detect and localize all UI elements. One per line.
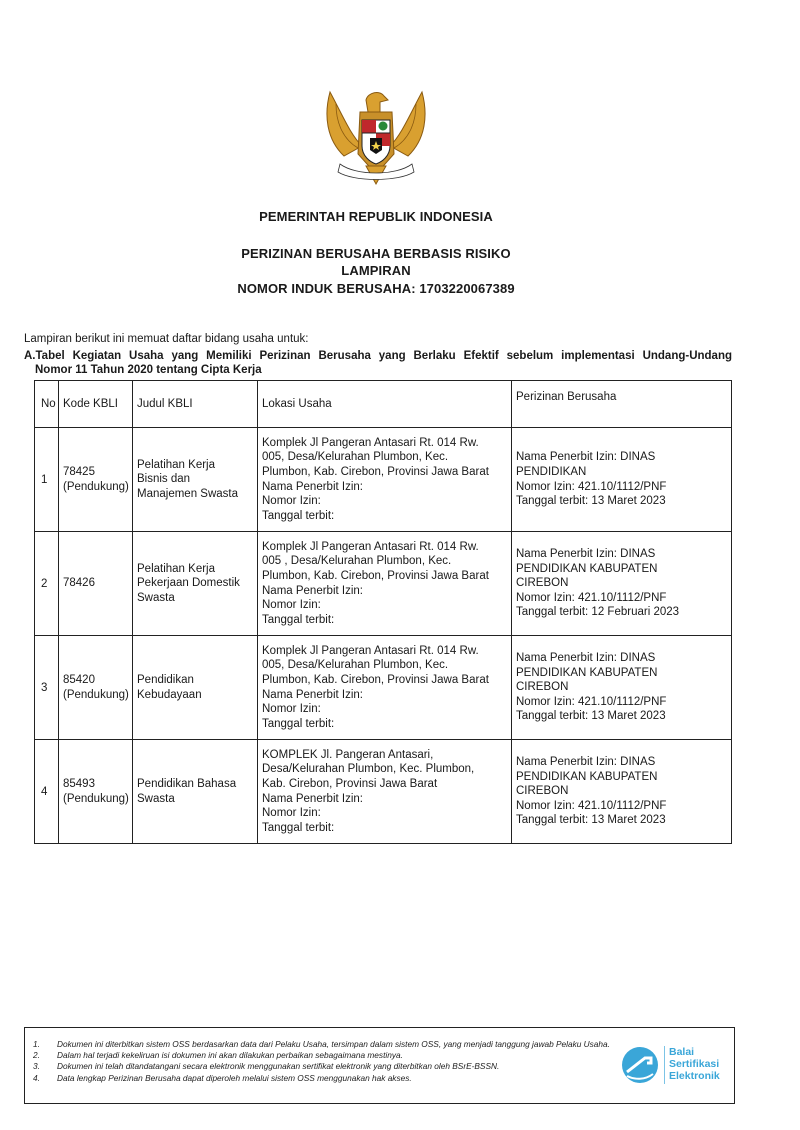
- footer-note: 2. Dalam hal terjadi kekeliruan isi dokumen ini akan dilakukan perbaikan sebagaimana mestinya.: [33, 1050, 403, 1061]
- cell-no: 2: [35, 532, 59, 636]
- footer-note: 1. Dokumen ini diterbitkan sistem OSS berdasarkan data dari Pelaku Usaha, tersimpan dalam sistem OSS, yang menjadi tanggung jawab Pelaku Usaha.: [33, 1039, 610, 1049]
- document-title: PERIZINAN BERUSAHA BERBASIS RISIKO: [241, 246, 511, 261]
- section-a-line1: A.Tabel Kegiatan Usaha yang Memiliki Perizinan Berusaha yang Berlaku Efektif sebelum implementasi Undang-Undang: [24, 350, 732, 362]
- footer-notes-box: [24, 1027, 735, 1104]
- intro-text: Lampiran berikut ini memuat daftar bidang usaha untuk:: [24, 333, 309, 345]
- table-row: [35, 636, 732, 740]
- government-heading: PEMERINTAH REPUBLIK INDONESIA: [259, 209, 493, 224]
- col-header-judul-kbli: Judul KBLI: [133, 381, 258, 428]
- col-header-kode-kbli: Kode KBLI: [59, 381, 133, 428]
- col-header-no: No: [35, 381, 59, 428]
- cell-perizinan-berusaha: Nama Penerbit Izin: DINAS PENDIDIKAN Nomor Izin: 421.10/1112/PNF Tanggal terbit: 13 Maret 2023: [512, 428, 732, 532]
- table-row: [35, 740, 732, 844]
- cell-perizinan-berusaha: Nama Penerbit Izin: DINAS PENDIDIKAN KABUPATEN CIREBON Nomor Izin: 421.10/1112/PNF Tanggal terbit: 13 Maret 2023: [512, 636, 732, 740]
- cell-judul-kbli: Pelatihan Kerja Pekerjaan Domestik Swasta: [133, 532, 258, 636]
- bsre-logo-icon: [621, 1046, 659, 1084]
- cell-lokasi-usaha: Komplek Jl Pangeran Antasari Rt. 014 Rw. 005, Desa/Kelurahan Plumbon, Kec. Plumbon, Kab. Cirebon, Provinsi Jawa Barat Nama Penerbit Izin: Nomor Izin: Tanggal terbit:: [258, 428, 512, 532]
- nib-number: NOMOR INDUK BERUSAHA: 1703220067389: [237, 281, 515, 296]
- cell-judul-kbli: Pelatihan Kerja Bisnis dan Manajemen Swasta: [133, 428, 258, 532]
- document-subtitle: LAMPIRAN: [341, 263, 411, 278]
- cell-perizinan-berusaha: Nama Penerbit Izin: DINAS PENDIDIKAN KABUPATEN CIREBON Nomor Izin: 421.10/1112/PNF Tanggal terbit: 13 Maret 2023: [512, 740, 732, 844]
- kbli-table: [34, 380, 732, 844]
- col-header-lokasi-usaha: Lokasi Usaha: [258, 381, 512, 428]
- cell-lokasi-usaha: KOMPLEK Jl. Pangeran Antasari, Desa/Kelurahan Plumbon, Kec. Plumbon, Kab. Cirebon, Provinsi Jawa Barat Nama Penerbit Izin: Nomor Izin: Tanggal terbit:: [258, 740, 512, 844]
- table-row: [35, 428, 732, 532]
- cell-judul-kbli: Pendidikan Kebudayaan: [133, 636, 258, 740]
- cell-lokasi-usaha: Komplek Jl Pangeran Antasari Rt. 014 Rw. 005, Desa/Kelurahan Plumbon, Kec. Plumbon, Kab. Cirebon, Provinsi Jawa Barat Nama Penerbit Izin: Nomor Izin: Tanggal terbit:: [258, 636, 512, 740]
- col-header-perizinan-berusaha: Perizinan Berusaha: [512, 381, 732, 428]
- bsre-divider: [664, 1046, 665, 1084]
- cell-kode-kbli: 85420 (Pendukung): [59, 636, 133, 740]
- table-header-row: [35, 381, 732, 428]
- table-row: [35, 532, 732, 636]
- cell-judul-kbli: Pendidikan Bahasa Swasta: [133, 740, 258, 844]
- cell-perizinan-berusaha: Nama Penerbit Izin: DINAS PENDIDIKAN KABUPATEN CIREBON Nomor Izin: 421.10/1112/PNF Tanggal terbit: 12 Februari 2023: [512, 532, 732, 636]
- footer-notes: [33, 1039, 613, 1084]
- cell-no: 1: [35, 428, 59, 532]
- section-a-heading: [24, 349, 732, 377]
- cell-no: 4: [35, 740, 59, 844]
- bsre-logo: [621, 1044, 731, 1090]
- bsre-text: Balai Sertifikasi Elektronik: [669, 1046, 720, 1082]
- garuda-pancasila-emblem-icon: [322, 84, 430, 190]
- cell-kode-kbli: 85493 (Pendukung): [59, 740, 133, 844]
- footer-note: 4. Data lengkap Perizinan Berusaha dapat diperoleh melalui sistem OSS menggunakan hak akses.: [33, 1072, 412, 1083]
- footer-note: 3. Dokumen ini telah ditandatangani secara elektronik menggunakan sertifikat elektronik yang diterbitkan oleh BSrE-BSSN.: [33, 1061, 500, 1072]
- cell-no: 3: [35, 636, 59, 740]
- cell-kode-kbli: 78426: [59, 532, 133, 636]
- cell-lokasi-usaha: Komplek Jl Pangeran Antasari Rt. 014 Rw. 005 , Desa/Kelurahan Plumbon, Kec. Plumbon, Kab. Cirebon, Provinsi Jawa Barat Nama Penerbit Izin: Nomor Izin: Tanggal terbit:: [258, 532, 512, 636]
- cell-kode-kbli: 78425 (Pendukung): [59, 428, 133, 532]
- section-a-line2: Nomor 11 Tahun 2020 tentang Cipta Kerja: [35, 364, 262, 376]
